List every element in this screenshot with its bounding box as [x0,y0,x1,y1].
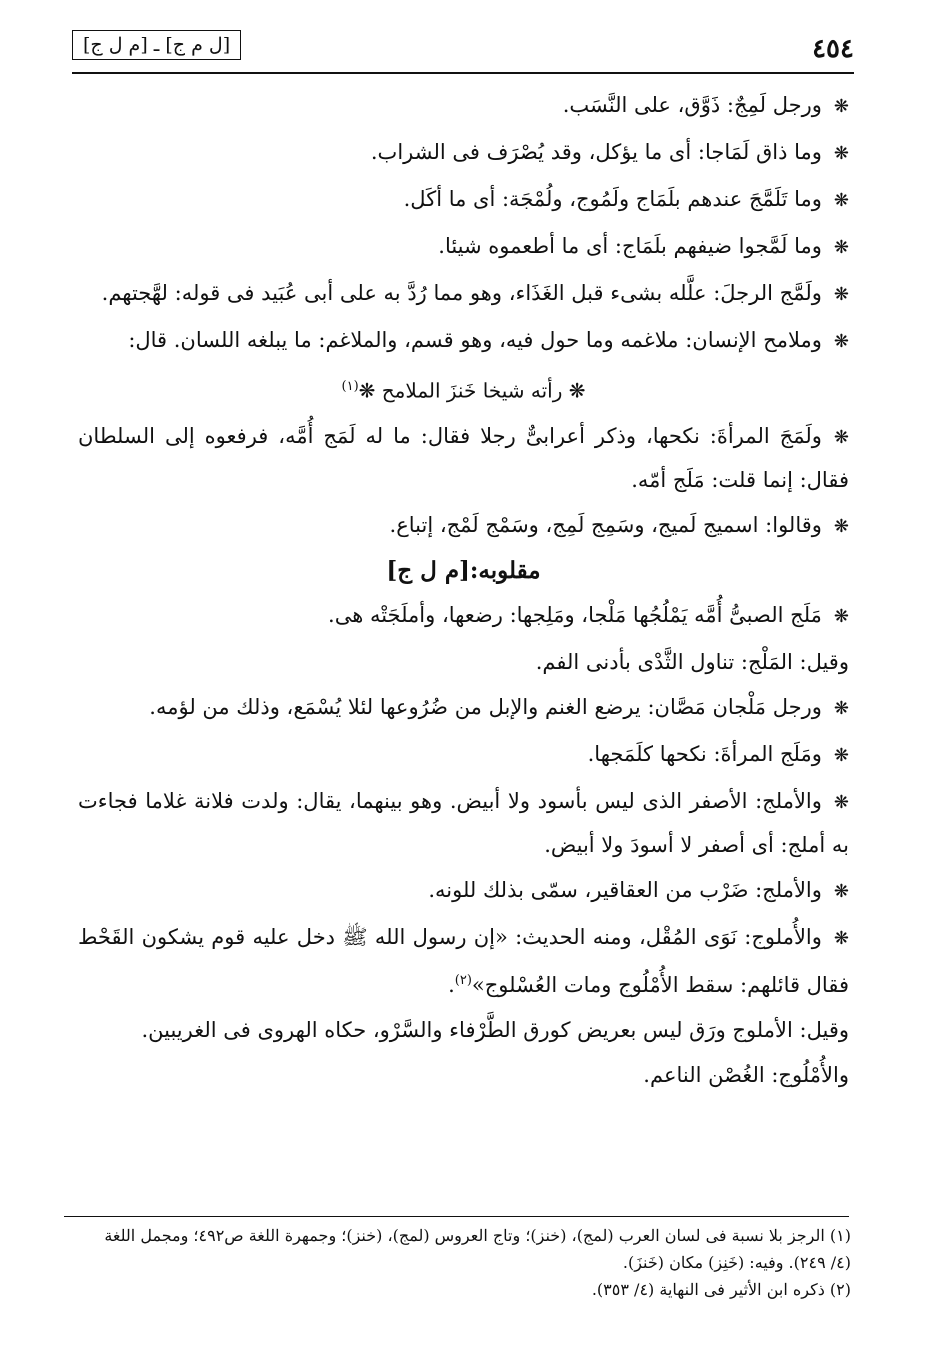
root-label: [ل م ج] ـ [م ل ج] [72,30,241,60]
star-icon: ❋ [833,284,849,305]
entry-paragraph: وقيل: الأملوج ورَق ليس بعريض كورق الطَّرْفاء والسَّرْو، حكاه الهروى فى الغريبين. [141,1017,849,1042]
entry-paragraph: ❋ولَمَّج الرجلَ: علَّله بشىء قبل الغَذَاء، وهو مما رُدَّ به على أبى عُبَيد فى قوله: لهَّجتهم. [78,272,849,316]
entry-paragraph: ❋مَلَج الصبىُّ أُمَّه يَمْلُجُها مَلْجا، ومَلِجها: رضعها، وأملَجَتْه هى. [78,594,849,638]
star-icon: ❋ [833,927,849,949]
star-icon: ❋ [833,190,849,211]
page-number: ٤٥٤ [812,34,854,64]
entry-paragraph: ❋والأملج: الأصفر الذى ليس بأسود ولا أبيض. وهو بينهما، يقال: ولدت فلانة غلاما فجاءت به أملج: أى أصفر لا أسودَ ولا أبيض. [78,780,849,866]
star-icon: ❋ [833,880,849,902]
star-icon: ❋ [833,697,849,719]
footnote-ref: (١) [341,379,359,394]
star-icon: ❋ [833,426,849,448]
entry-paragraph: ❋ولَمَجَ المرأةَ: نكحها، وذكر أعرابىٌّ رجلا فقال: ما له لَمَج أُمَّه، فرفعوه إلى السلطان فقال: إنما قلت: مَلَج أمّه. [78,415,849,501]
star-icon: ❋ [833,237,849,258]
entry-paragraph: والأُمْلُوج: الغُصْن الناعم. [643,1062,849,1087]
entry-paragraph: ❋وما تَلَمَّجَ عندهم بلَمَاج ولَمُوج، ولُمْجَة: أى ما أكَل. [78,178,849,222]
footnotes [80,1222,851,1303]
verse-line: ❋ رأته شيخا خَنزَ الملامح ❋$^{(١)}$ [341,378,586,403]
entry-paragraph: ❋ورجل مَلْجان مَصَّان: يرضع الغنم والإبل من ضُرُوعها لئلا يُسْمَع، وذلك من لؤمه. [78,686,849,730]
entry-paragraph: ❋وملامح الإنسان: ملاغمه وما حول فيه، وهو قسم، والملاغم: ما يبلغه اللسان. قال: [78,319,849,363]
main-text [78,84,849,1096]
star-icon: ❋ [833,96,849,117]
entry-paragraph: ❋والأُملوج: نَوَى المُقْل، ومنه الحديث: «إن رسول الله ﷺ دخل عليه قوم يشكون القَحْط فقال قائلهم: سقط الأُمْلُوج ومات العُسْلوج»$^{(٢)}$. [78,916,849,1006]
star-icon: ❋ [833,605,849,627]
entry-paragraph: ❋ورجل لَمِجٌ: ذَوَّق، على النَّسَب. [78,84,849,128]
page-header [72,26,854,66]
entry-paragraph: ❋وما لَمَّجوا ضيفهم بلَمَاج: أى ما أطعموه شيئا. [78,225,849,269]
star-icon: ❋ [833,143,849,164]
star-icon: ❋ [833,515,849,537]
footnote-1: (١) الرجز بلا نسبة فى لسان العرب (لمج)، (خنز)؛ وتاج العروس (لمج)، (خنز)؛ وجمهرة اللغة ص٤٩٢؛ ومجمل اللغة (٤/ ٢٤٩). وفيه: (خَنِز) مكان (خَنزَ). [104,1226,851,1272]
entry-paragraph: ❋وما ذاق لَمَاجا: أى ما يؤكل، وقد يُصْرَف فى الشراب. [78,131,849,175]
footnote-divider [64,1216,849,1217]
star-icon: ❋ [833,331,849,352]
header-divider [72,72,854,74]
entry-paragraph: وقيل: المَلْج: تناول الثَّدْى بأدنى الفم. [535,649,849,674]
section-heading: مقلوبه:[م ل ج] [386,556,541,584]
entry-paragraph: ❋والأملج: ضَرْب من العقاقير، سمّى بذلك للونه. [78,869,849,913]
footnote-2: (٢) ذكره ابن الأثير فى النهاية (٤/ ٣٥٣). [591,1280,851,1299]
entry-paragraph: ❋وقالوا: اسميج لَميج، وسَمِج لَمِج، وسَمْج لَمْج، إتباع. [78,504,849,548]
footnote-ref: (٢) [454,972,472,988]
star-icon: ❋ [833,791,849,813]
star-icon: ❋ [833,744,849,766]
entry-paragraph: ❋ومَلَج المرأةَ: نكحها كلَمَجها. [78,733,849,777]
